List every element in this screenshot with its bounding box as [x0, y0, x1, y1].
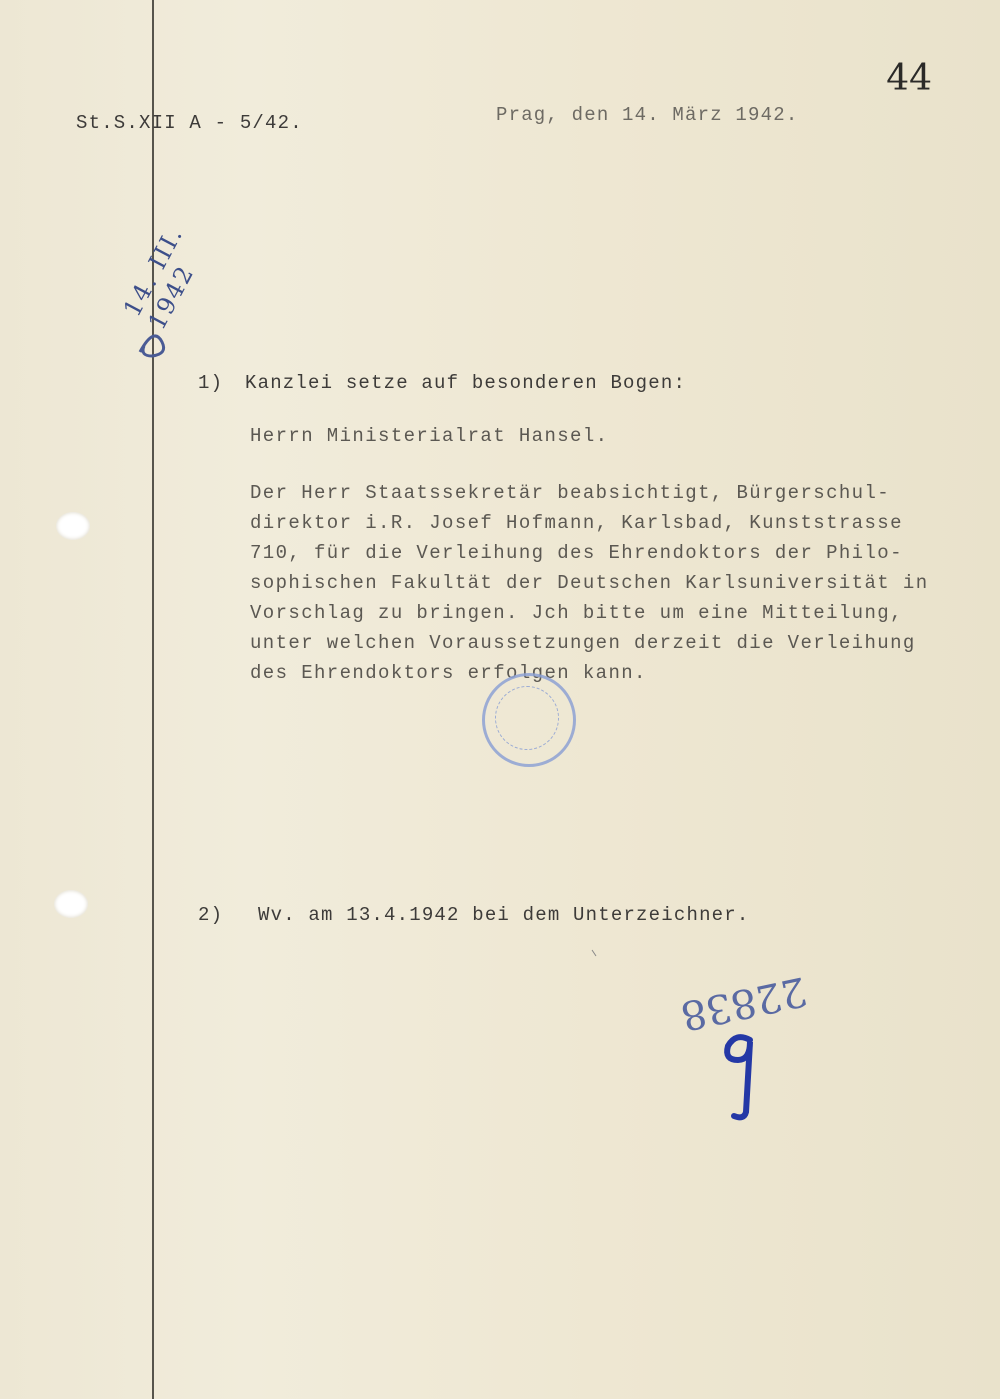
body-line: des Ehrendoktors erfolgen kann.: [250, 662, 647, 684]
body-line: unter welchen Voraussetzungen derzeit die Verleihung: [250, 632, 916, 654]
item-1-instruction: Kanzlei setze auf besonderen Bogen:: [245, 372, 687, 394]
file-reference: St.S.XII A - 5/42.: [76, 112, 303, 134]
page-number: 44: [886, 58, 932, 99]
received-date-stamp: 14. III. 1942: [118, 221, 200, 335]
paper-speck: [592, 950, 596, 956]
body-line: Vorschlag zu bringen. Jch bitte um eine Mitteilung,: [250, 602, 903, 624]
body-line: Der Herr Staatssekretär beabsichtigt, Bürgerschul-: [250, 482, 891, 504]
addressee-line: Herrn Ministerialrat Hansel.: [250, 425, 609, 447]
body-line: 710, für die Verleihung des Ehrendoktors der Philo-: [250, 542, 903, 564]
registration-number-stamp: 22838: [676, 967, 811, 1039]
place-date: Prag, den 14. März 1942.: [496, 104, 799, 126]
item-2-text: Wv. am 13.4.1942 bei dem Unterzeichner.: [258, 904, 750, 926]
handwritten-initial: [140, 336, 164, 356]
body-line: sophischen Fakultät der Deutschen Karlsuniversität in: [250, 572, 929, 594]
body-line: direktor i.R. Josef Hofmann, Karlsbad, Kunststrasse: [250, 512, 903, 534]
item-1-number: 1): [198, 372, 224, 394]
item-2-number: 2): [198, 904, 224, 926]
handwritten-numeral: [727, 1037, 750, 1117]
